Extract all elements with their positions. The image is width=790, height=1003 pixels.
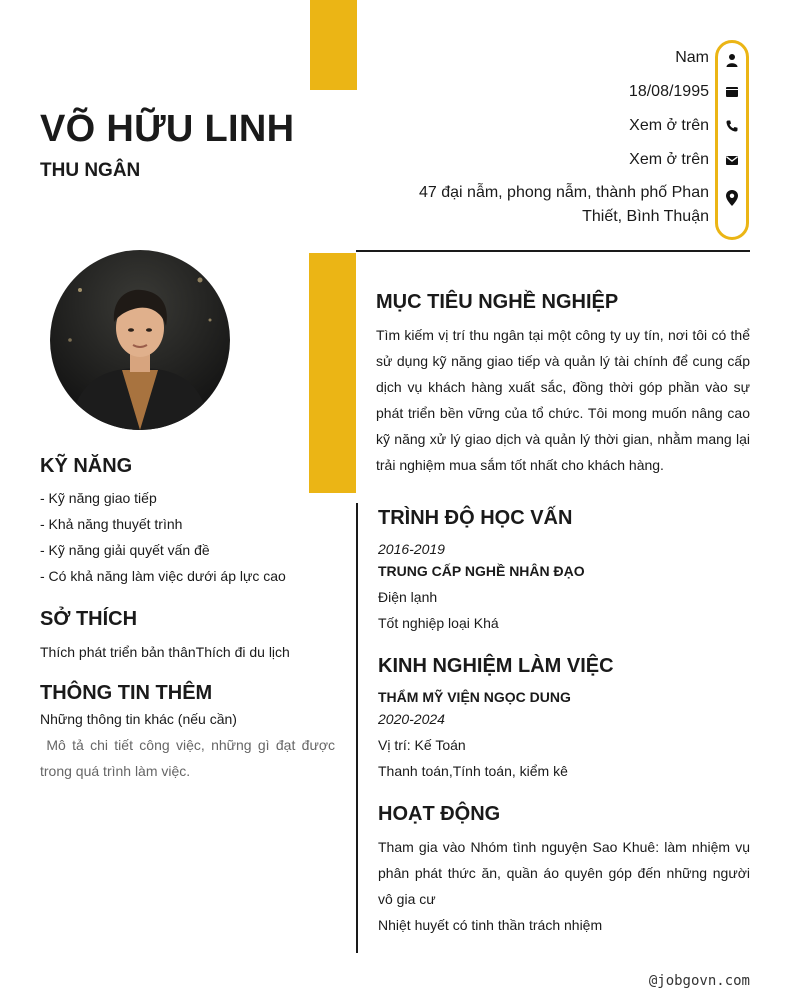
activities-trait: Nhiệt huyết có tinh thần trách nhiệm [378,917,603,933]
extra-info-title: THÔNG TIN THÊM [40,682,213,704]
contact-gender: Nam [675,49,709,66]
section-divider-vertical [356,503,358,953]
hobbies-title: SỞ THÍCH [40,608,138,630]
contact-email: Xem ở trên [629,151,709,168]
avatar [50,250,230,430]
education-school: TRUNG CẤP NGHỀ NHÂN ĐẠO [378,563,585,579]
experience-company: THẨM MỸ VIỆN NGỌC DUNG [378,689,571,705]
experience-title: KINH NGHIỆM LÀM VIỆC [378,655,614,677]
email-icon [725,153,739,167]
contact-info [379,45,709,229]
contact-icon-strip [715,40,749,240]
contact-dob: 18/08/1995 [628,83,709,100]
activities-text: Tham gia vào Nhóm tình nguyện Sao Khuê: làm nhiệm vụ phân phát thức ăn, quần áo quyên góp đến những người vô gia cư [378,839,750,907]
candidate-role: THU NGÂN [40,160,141,181]
section-divider-horizontal [356,250,750,252]
location-icon [725,189,739,207]
contact-address: 47 đại nẫm, phong nẫm, thành phố Phan Thiết, Bình Thuận [419,184,709,225]
experience-entry [378,686,750,784]
calendar-icon [725,85,739,99]
skills-title: KỸ NĂNG [40,455,133,477]
list-item: - Kỹ năng giải quyết vấn đề [40,542,210,558]
education-title: TRÌNH ĐỘ HỌC VẤN [378,507,573,529]
hobbies-text: Thích phát triển bản thânThích đi du lịch [40,644,290,660]
list-item: - Khả năng thuyết trình [40,516,183,532]
education-grade: Tốt nghiệp loại Khá [378,615,499,631]
extra-info-description: Mô tả chi tiết công việc, những gì đạt được trong quá trình làm việc. [40,737,339,779]
education-period: 2016-2019 [378,541,445,557]
extra-info-line: Những thông tin khác (nếu cần) [40,711,237,727]
experience-position: Vị trí: Kế Toán [378,737,466,753]
skills-list [40,485,335,589]
list-item: - Kỹ năng giao tiếp [40,490,157,506]
education-major: Điện lạnh [378,589,438,605]
experience-tasks: Thanh toán,Tính toán, kiểm kê [378,763,568,779]
objective-text: Tìm kiếm vị trí thu ngân tại một công ty uy tín, nơi tôi có thể sử dụng kỹ năng giao tiếp và quản lý tài chính để cung cấp dịch vụ khách hàng xuất sắc, đồng thời góp phần vào sự phát triển bền vững của tổ chức. Tôi mong muốn nâng cao kỹ năng xử lý giao dịch và quản lý thời gian, nhằm mang lại trải nghiệm mua sắm tốt nhất cho khách hàng. [376,327,750,473]
objective-title: MỤC TIÊU NGHỀ NGHIỆP [376,291,619,313]
activities-title: HOẠT ĐỘNG [378,803,501,825]
watermark: @jobgovn.com [648,973,750,989]
contact-phone: Xem ở trên [629,117,709,134]
candidate-name: VÕ HỮU LINH [40,108,295,150]
person-icon [725,53,739,67]
education-entry [378,538,750,636]
accent-bar-top [310,0,357,90]
experience-period: 2020-2024 [378,711,445,727]
list-item: - Có khả năng làm việc dưới áp lực cao [40,568,286,584]
phone-icon [725,119,739,133]
